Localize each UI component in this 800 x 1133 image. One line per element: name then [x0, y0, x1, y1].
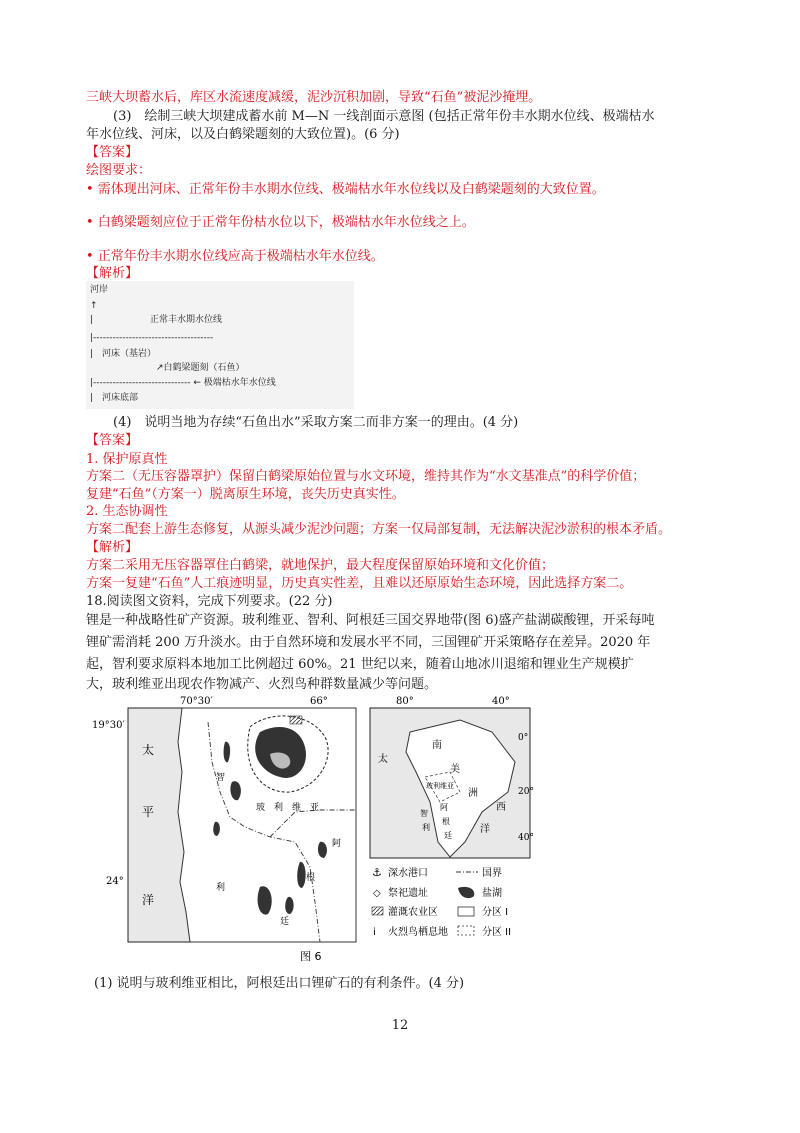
- diagram-dash-line-2: |------------------------------ ← 极端枯水年水位线: [90, 378, 276, 388]
- figure-caption: 图 6: [300, 950, 322, 963]
- main-map: [128, 708, 356, 942]
- diagram-carving: ↗白鹤梁题刻（石鱼）: [156, 363, 245, 373]
- diagram-dash-line-1: |-------------------------------------: [90, 333, 214, 343]
- inset-zhou: 洲: [468, 788, 478, 799]
- diagram-riverbed: | 河床（基岩）: [90, 349, 157, 359]
- legend-irrigation: 灌溉农业区: [388, 907, 438, 918]
- analysis-heading-2: 【解析】: [86, 540, 139, 555]
- inset-ting: 廷: [444, 831, 452, 840]
- inset-tai: 太: [378, 754, 388, 765]
- label-yang: 洋: [142, 893, 155, 907]
- inset-xi: 西: [496, 802, 506, 813]
- label-tai: 太: [142, 743, 155, 757]
- figure-6-map: [92, 692, 540, 964]
- coord-19-30: 19°30′: [92, 720, 125, 731]
- label-a: 阿: [332, 839, 342, 849]
- point-1: 1. 保护原真性: [86, 452, 168, 467]
- point-1-detail-a: 方案二（无压容器罩护）保留白鹤梁原始位置与水文环境，维持其作为“水文基准点”的科学价值；: [86, 469, 646, 484]
- label-li: 利: [216, 883, 226, 893]
- analysis-heading-1: 【解析】: [86, 266, 139, 281]
- legend-port: 深水港口: [388, 868, 428, 879]
- passage-line-4: 大，玻利维亚出现农作物减产、火烈鸟种群数量减少等问题。: [86, 677, 438, 692]
- legend-border: 国界: [482, 868, 502, 879]
- legend-saltlake: 盐湖: [482, 888, 502, 899]
- question-18-1: (1) 说明与玻利维亚相比，阿根廷出口锂矿石的有利条件。(4 分): [94, 976, 465, 991]
- zone2-icon: [458, 926, 474, 935]
- text-line-1: 三峡大坝蓄水后，库区水流速度减缓，泥沙沉积加剧，导致“石鱼”被泥沙掩埋。: [86, 90, 542, 105]
- inset-li: 利: [422, 823, 430, 832]
- question-4: (4) 说明当地为存续“石鱼出水”采取方案二而非方案一的理由。(4 分): [113, 415, 519, 430]
- coord-80: 80°: [396, 696, 414, 707]
- coord-40-lat: 40°: [518, 833, 534, 843]
- question-3-cont: 年水位线、河床，以及白鹤梁题刻的大致位置)。(6 分): [86, 127, 400, 142]
- label-zhi: 智: [216, 773, 226, 783]
- coord-66: 66°: [310, 696, 328, 707]
- saltlake-icon: [458, 887, 474, 898]
- inset-zhi: 智: [420, 809, 428, 818]
- legend-altar: 祭祀遗址: [388, 888, 428, 899]
- zone1-icon: [458, 907, 474, 916]
- passage-line-3: 起，智利要求原料本地加工比例超过 60%。21 世纪以来，随着山地冰川退缩和锂业生产规模扩: [86, 657, 634, 672]
- coord-70-30: 70°30′: [180, 696, 213, 707]
- diagram-arrow: ↑: [90, 301, 98, 311]
- passage-line-1: 锂是一种战略性矿产资源。玻利维亚、智利、阿根廷三国交界地带(图 6)盛产盐湖碳酸锂，开采每吨: [86, 613, 655, 628]
- coord-0: 0°: [518, 733, 529, 743]
- irrigation-icon: [372, 907, 383, 915]
- drawing-requirements: 绘图要求：: [86, 163, 152, 178]
- altar-icon: ◇: [373, 888, 381, 899]
- question-18: 18.阅读图文资料，完成下列要求。(22 分): [86, 594, 333, 609]
- legend-flamingo: 火烈鸟栖息地: [388, 927, 448, 938]
- label-gen: 根: [306, 873, 316, 883]
- label-bolivia: 玻 利 维 亚: [256, 803, 320, 813]
- diagram-bed-bottom: | 河床底部: [90, 393, 139, 403]
- answer-heading-1: 【答案】: [86, 145, 139, 160]
- diagram-normal-level: 正常丰水期水位线: [150, 315, 223, 325]
- legend-zone1: 分区 I: [482, 907, 509, 918]
- requirement-2: • 白鹤梁题刻应位于正常年份枯水位以下，极端枯水年水位线之上。: [86, 215, 475, 230]
- anchor-icon: ⚓: [372, 866, 382, 879]
- inset-nan: 南: [432, 740, 442, 751]
- inset-gen: 根: [442, 817, 450, 826]
- inset-yang: 洋: [480, 824, 490, 835]
- coord-24: 24°: [106, 876, 124, 887]
- label-ting: 廷: [280, 917, 290, 927]
- inset-mei: 美: [450, 764, 460, 775]
- point-2: 2. 生态协调性: [86, 504, 168, 519]
- flamingo-icon: ⅰ: [373, 927, 376, 938]
- analysis-line-1: 方案二采用无压容器罩住白鹤梁，就地保护，最大程度保留原始环境和文化价值；: [86, 558, 555, 573]
- question-3: (3) 绘制三峡大坝建成蓄水前 M—N 一线剖面示意图 (包括正常年份丰水期水位线、极端枯水: [113, 109, 655, 124]
- legend: [372, 866, 511, 938]
- coord-40: 40°: [492, 696, 510, 707]
- answer-heading-2: 【答案】: [86, 433, 139, 448]
- diagram-bar: |: [90, 315, 94, 325]
- coord-20: 20°: [518, 787, 534, 797]
- inset-a: 阿: [440, 803, 448, 812]
- point-2-detail: 方案二配套上游生态修复，从源头减少泥沙问题；方案一仅局部复制，无法解决泥沙淤积的根本矛盾。: [86, 522, 672, 537]
- point-1-detail-b: 复建“石鱼”（方案一）脱离原生环境，丧失历史真实性。: [86, 487, 405, 502]
- legend-zone2: 分区 II: [482, 927, 512, 938]
- page-number: 12: [391, 1018, 409, 1033]
- requirement-3: • 正常年份丰水期水位线应高于极端枯水年水位线。: [86, 249, 384, 264]
- inset-bolivia: 玻利维亚: [426, 782, 454, 790]
- analysis-line-2: 方案一复建“石鱼”人工痕迹明显，历史真实性差，且难以还原原始生态环境，因此选择方案二。: [86, 576, 633, 591]
- requirement-1: • 需体现出河床、正常年份丰水期水位线、极端枯水年水位线以及白鹤梁题刻的大致位置。: [86, 182, 605, 197]
- diagram-bank: 河岸: [90, 285, 109, 295]
- label-ping: 平: [142, 805, 155, 819]
- profile-diagram: [86, 281, 354, 409]
- passage-line-2: 锂矿需消耗 200 万升淡水。由于自然环境和发展水平不同，三国锂矿开采策略存在差异。2020 年: [86, 635, 651, 650]
